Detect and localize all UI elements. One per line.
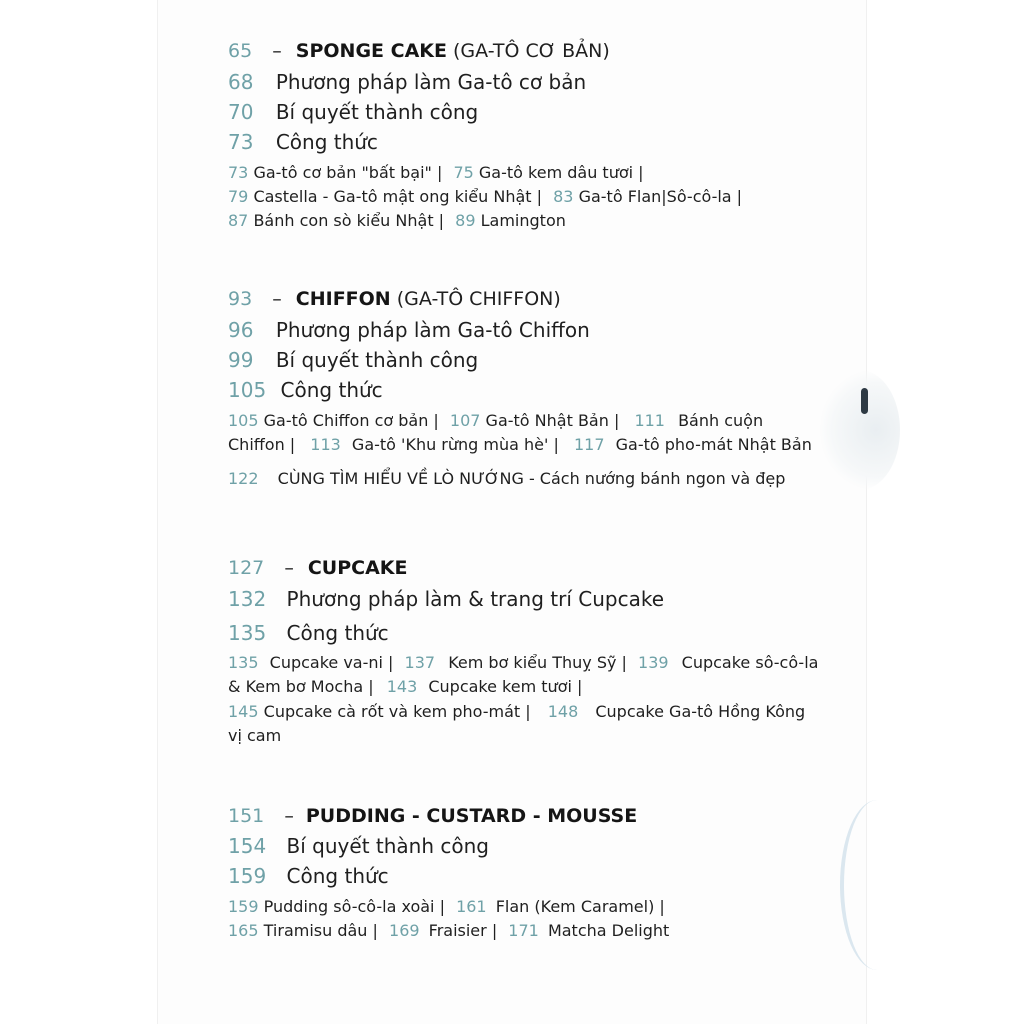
page-number: 99 — [228, 348, 254, 372]
entry-title: Bí quyết thành công — [286, 834, 489, 858]
toc-entry — [228, 70, 586, 94]
page-number: 117 — [573, 435, 605, 454]
recipe-line — [228, 921, 669, 940]
entry-title: Công thức — [280, 378, 383, 402]
toc-entry — [228, 834, 489, 858]
page-number: 148 — [547, 702, 579, 721]
toc-entry — [228, 100, 478, 124]
page-number: 151 — [228, 805, 265, 827]
recipe-title: Ga-tô pho-mát Nhật Bản — [615, 435, 812, 454]
recipe-line — [228, 411, 763, 430]
recipe-line — [228, 677, 582, 696]
section-title: CUPCAKE — [307, 557, 408, 579]
entry-caps-title: CÙNG TÌM HIỂU VỀ LÒ NƯỚNG — [277, 469, 524, 488]
recipe-title: Kem bơ kiểu Thuỵ Sỹ | — [448, 653, 627, 672]
toc-entry — [228, 130, 378, 154]
recipe-title: Pudding sô-cô-la xoài | — [263, 897, 445, 916]
page-number: 65 — [228, 40, 253, 62]
section-title: PUDDING - CUSTARD - MOUSSE — [305, 805, 638, 827]
toc-entry — [228, 348, 478, 372]
page-number: 122 — [228, 469, 259, 488]
recipe-title: Fraisier | — [428, 921, 498, 940]
section-title: CHIFFON — [295, 288, 391, 310]
entry-title: Phương pháp làm Ga-tô Chiffon — [275, 318, 590, 342]
entry-title: Bí quyết thành công — [275, 348, 479, 372]
page-number: 143 — [386, 677, 418, 696]
recipe-line — [228, 187, 742, 206]
recipe-title: Matcha Delight — [547, 921, 670, 940]
recipe-line — [228, 726, 281, 745]
entry-title: Công thức — [275, 130, 378, 154]
page-number: 107 — [449, 411, 481, 430]
decorative-plate-detail — [861, 388, 868, 414]
entry-title: Phương pháp làm Ga-tô cơ bản — [275, 70, 587, 94]
heading-dash: – — [284, 557, 294, 579]
decorative-arc-image — [840, 800, 914, 970]
page-number: 132 — [228, 587, 267, 611]
page-number: 161 — [456, 897, 487, 916]
entry-title: Công thức — [286, 621, 389, 645]
toc-entry — [228, 587, 664, 611]
toc-entry — [228, 621, 389, 645]
recipe-title: Cupcake kem tươi | — [428, 677, 583, 696]
recipe-line — [228, 897, 665, 916]
recipe-title: Ga-tô 'Khu rừng mùa hè' | — [351, 435, 559, 454]
section-heading-pudding — [228, 805, 637, 827]
page-number: 105 — [228, 411, 259, 430]
toc-entry — [228, 864, 389, 888]
heading-dash: – — [272, 40, 282, 62]
page-number: 165 — [228, 921, 259, 940]
page-number: 169 — [389, 921, 420, 940]
recipe-title: Cupcake sô-cô-la — [681, 653, 819, 672]
toc-extra-entry — [228, 469, 785, 488]
recipe-title: Ga-tô kem dâu tươi | — [478, 163, 644, 182]
page-number: 87 — [228, 211, 249, 230]
recipe-title: Chiffon | — [228, 435, 296, 454]
section-heading-sponge-cake — [228, 40, 610, 62]
page-number: 105 — [228, 378, 267, 402]
section-heading-cupcake — [228, 557, 408, 579]
recipe-line — [228, 435, 812, 454]
recipe-title: Tiramisu dâu | — [263, 921, 378, 940]
recipe-title: Bánh con sò kiểu Nhật | — [253, 211, 445, 230]
recipe-title: Lamington — [480, 211, 566, 230]
page-number: 139 — [638, 653, 669, 672]
entry-title: - Cách nướng bánh ngon và đẹp — [523, 469, 786, 488]
recipe-title: Cupcake Ga-tô Hồng Kông — [595, 702, 806, 721]
section-title-suffix: (GA-TÔ CHIFFON) — [390, 288, 561, 310]
recipe-title: Ga-tô Flan|Sô-cô-la | — [578, 187, 743, 206]
entry-title: Phương pháp làm & trang trí Cupcake — [286, 587, 664, 611]
page-number: 73 — [228, 130, 254, 154]
recipe-line — [228, 163, 644, 182]
recipe-title: Ga-tô Chiffon cơ bản | — [263, 411, 439, 430]
recipe-line — [228, 211, 566, 230]
decorative-plate-image — [820, 370, 900, 490]
heading-dash: – — [272, 288, 282, 310]
page-number: 113 — [310, 435, 341, 454]
toc-entry — [228, 318, 590, 342]
recipe-title: Flan (Kem Caramel) | — [495, 897, 665, 916]
entry-title: Công thức — [286, 864, 389, 888]
page-number: 154 — [228, 834, 267, 858]
recipe-title: Bánh cuộn — [678, 411, 764, 430]
recipe-line — [228, 702, 805, 721]
section-heading-chiffon — [228, 288, 561, 310]
recipe-title: & Kem bơ Mocha | — [228, 677, 374, 696]
page-number: 83 — [553, 187, 574, 206]
recipe-title: Ga-tô cơ bản "bất bại" | — [253, 163, 443, 182]
page-number: 70 — [228, 100, 254, 124]
heading-dash: – — [284, 805, 294, 827]
page-number: 159 — [228, 864, 267, 888]
section-title: SPONGE CAKE — [295, 40, 447, 62]
page-number: 171 — [508, 921, 539, 940]
entry-title: Bí quyết thành công — [275, 100, 479, 124]
page-number: 68 — [228, 70, 254, 94]
page-number: 137 — [404, 653, 436, 672]
recipe-title: Castella - Ga-tô mật ong kiểu Nhật | — [253, 187, 543, 206]
page-number: 135 — [228, 653, 259, 672]
page-number: 75 — [453, 163, 474, 182]
page-number: 93 — [228, 288, 253, 310]
page-number: 111 — [634, 411, 665, 430]
page-number: 159 — [228, 897, 259, 916]
page-number: 79 — [228, 187, 249, 206]
recipe-title: Ga-tô Nhật Bản | — [485, 411, 620, 430]
page-number: 96 — [228, 318, 254, 342]
page-number: 145 — [228, 702, 259, 721]
page-number: 127 — [228, 557, 265, 579]
page-number: 135 — [228, 621, 267, 645]
recipe-title: vị cam — [228, 726, 282, 745]
toc-entry — [228, 378, 383, 402]
page-number: 73 — [228, 163, 249, 182]
section-title-suffix: (GA-TÔ CƠ BẢN) — [446, 40, 610, 62]
recipe-title: Cupcake cà rốt và kem pho-mát | — [263, 702, 531, 721]
recipe-title: Cupcake va-ni | — [269, 653, 394, 672]
page-number: 89 — [455, 211, 476, 230]
recipe-line — [228, 653, 818, 672]
